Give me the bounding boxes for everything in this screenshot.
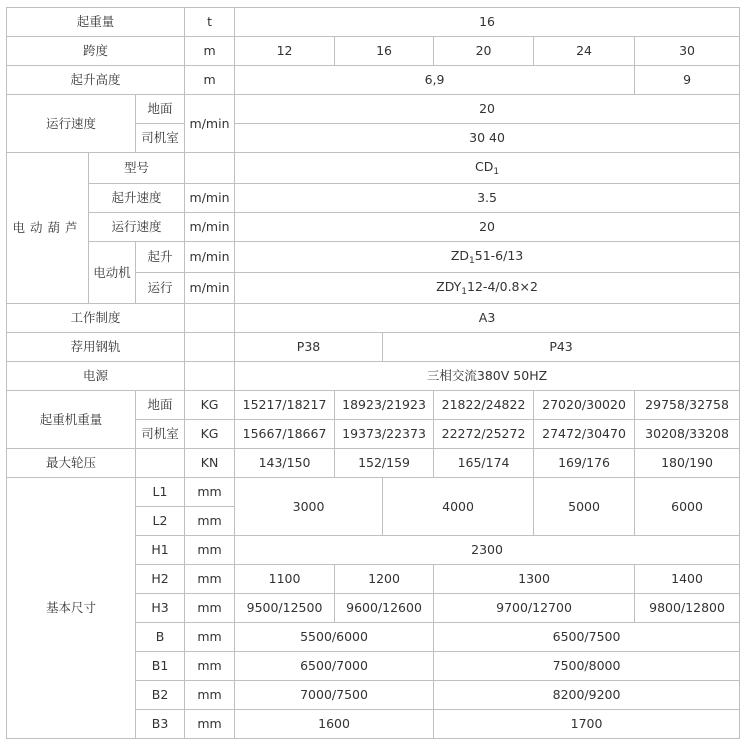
cell-text: B — [155, 629, 165, 644]
cell-text: P38 — [296, 339, 321, 354]
cell-text: L2 — [152, 513, 168, 528]
table-cell — [185, 420, 235, 449]
cell-text: ZD — [450, 248, 470, 263]
cell-text: 9600/12600 — [346, 600, 422, 615]
cell-text: mm — [197, 716, 222, 731]
table-row — [7, 8, 740, 37]
table-cell — [185, 594, 235, 623]
table-cell — [185, 681, 235, 710]
cell-text: 地面 — [147, 101, 173, 116]
table-cell — [434, 449, 534, 478]
table-cell — [335, 449, 434, 478]
cell-text: 6500/7500 — [552, 629, 621, 644]
cell-text: 3000 — [292, 498, 325, 514]
table-cell — [335, 565, 434, 594]
cell-text: 143/150 — [258, 455, 311, 470]
cell-text: 3.5 — [477, 190, 497, 205]
cell-text: 1700 — [570, 716, 603, 731]
table-cell — [235, 242, 740, 273]
cell-text: 工作制度 — [70, 310, 121, 325]
cell-text: CD — [475, 159, 494, 174]
table-cell — [235, 710, 434, 739]
cell-text: 20 — [479, 219, 495, 234]
table-row — [7, 449, 740, 478]
cell-text: 16 — [376, 43, 392, 58]
cell-text: m — [203, 43, 216, 58]
spec-table-body — [7, 8, 740, 739]
table-cell — [434, 652, 740, 681]
table-cell — [185, 710, 235, 739]
cell-text: 起重量 — [76, 14, 115, 29]
table-cell — [7, 8, 185, 37]
table-cell — [434, 420, 534, 449]
cell-text: mm — [197, 542, 222, 557]
table-cell — [635, 66, 740, 95]
cell-text: 15217/18217 — [242, 397, 327, 412]
cell-text: 29758/32758 — [645, 397, 729, 412]
table-cell — [136, 565, 185, 594]
cell-text-suffix: 51-6/13 — [474, 248, 524, 263]
table-cell — [534, 449, 635, 478]
table-cell — [136, 681, 185, 710]
table-cell — [136, 623, 185, 652]
cell-text: 司机室 — [141, 426, 179, 441]
table-cell — [235, 213, 740, 242]
cell-text: 27020/30020 — [542, 397, 626, 412]
cell-text: 8200/9200 — [552, 687, 621, 702]
table-cell — [235, 8, 740, 37]
cell-text: A3 — [478, 310, 496, 325]
cell-text: 27472/30470 — [542, 426, 626, 441]
table-cell — [235, 391, 335, 420]
cell-text: H3 — [151, 600, 169, 615]
cell-text: m — [203, 72, 216, 87]
cell-subscript: 1 — [493, 167, 500, 177]
cell-text: 5000 — [568, 498, 600, 514]
cell-text: 荐用钢轨 — [70, 339, 121, 354]
cell-text: 165/174 — [457, 455, 510, 470]
table-cell — [235, 594, 335, 623]
cell-text: ZDY — [436, 279, 462, 294]
table-row — [7, 304, 740, 333]
cell-text: 型号 — [124, 160, 150, 175]
cell-text: H1 — [151, 542, 169, 557]
table-cell — [235, 37, 335, 66]
table-row — [7, 153, 740, 184]
table-cell — [534, 391, 635, 420]
table-cell — [7, 95, 136, 153]
table-cell — [434, 565, 635, 594]
table-cell — [185, 184, 235, 213]
table-cell — [185, 536, 235, 565]
table-cell — [235, 95, 740, 124]
table-cell — [185, 478, 235, 507]
cell-text: mm — [197, 571, 222, 586]
table-cell — [635, 478, 740, 536]
cell-text: 起升速度 — [111, 190, 162, 205]
cell-text: 20 — [475, 43, 492, 58]
cell-text: 1300 — [518, 571, 550, 586]
cell-text: 起升 — [147, 249, 173, 264]
cell-text: 运行速度 — [111, 219, 162, 234]
table-cell — [185, 652, 235, 681]
table-cell — [185, 153, 235, 184]
table-cell — [235, 420, 335, 449]
table-row — [7, 95, 740, 124]
cell-text: 9500/12500 — [246, 600, 323, 615]
table-cell — [534, 420, 635, 449]
table-cell — [235, 184, 740, 213]
cell-text: 21822/24822 — [441, 397, 526, 412]
table-cell — [434, 391, 534, 420]
table-cell — [185, 623, 235, 652]
table-row — [7, 362, 740, 391]
table-cell — [89, 153, 185, 184]
table-cell — [335, 594, 434, 623]
cell-text: m/min — [189, 280, 230, 295]
cell-text: 电动葫芦 — [12, 220, 83, 235]
cell-text: 4000 — [442, 498, 474, 514]
cell-text: 2300 — [471, 542, 503, 557]
table-cell — [136, 507, 185, 536]
table-cell — [136, 124, 185, 153]
table-cell — [235, 652, 434, 681]
table-cell — [136, 478, 185, 507]
table-cell — [185, 66, 235, 95]
cell-text: KN — [200, 455, 219, 470]
cell-text: 9700/12700 — [496, 600, 572, 615]
table-cell — [235, 273, 740, 304]
table-cell — [434, 681, 740, 710]
table-cell — [235, 623, 434, 652]
cell-text: mm — [197, 629, 222, 644]
cell-text: 9800/12800 — [649, 600, 725, 615]
table-cell — [136, 242, 185, 273]
cell-text: m/min — [189, 219, 230, 234]
table-cell — [635, 594, 740, 623]
cell-text: 30 — [679, 43, 695, 58]
cell-text: 起重机重量 — [39, 411, 103, 427]
cell-text: mm — [197, 484, 222, 499]
table-cell — [136, 273, 185, 304]
table-row — [7, 213, 740, 242]
cell-text: 1600 — [318, 716, 350, 731]
table-cell — [7, 37, 185, 66]
table-row — [7, 333, 740, 362]
table-cell — [136, 391, 185, 420]
table-cell — [434, 710, 740, 739]
cell-text: 30208/33208 — [645, 426, 729, 441]
cell-text: 运行 — [147, 280, 173, 295]
cell-text: B3 — [151, 716, 169, 731]
cell-text: 电动机 — [93, 264, 131, 280]
cell-text: 9 — [683, 72, 692, 87]
table-cell — [534, 37, 635, 66]
table-cell — [136, 710, 185, 739]
table-cell — [185, 95, 235, 153]
cell-text: 电源 — [83, 368, 109, 383]
cell-text: t — [207, 14, 212, 29]
table-cell — [235, 362, 740, 391]
table-cell — [635, 449, 740, 478]
table-cell — [136, 652, 185, 681]
crane-spec-table — [6, 7, 740, 739]
table-row — [7, 184, 740, 213]
table-cell — [185, 242, 235, 273]
cell-text: B1 — [151, 658, 169, 673]
cell-text: 6500/7000 — [300, 658, 368, 673]
cell-text: m/min — [189, 249, 230, 264]
cell-text: 5500/6000 — [300, 629, 368, 644]
table-cell — [235, 66, 635, 95]
cell-text: KG — [200, 397, 219, 412]
cell-text: KG — [200, 426, 219, 441]
table-cell — [7, 362, 185, 391]
cell-text: 地面 — [147, 397, 173, 412]
cell-text: 起升高度 — [70, 72, 121, 87]
cell-text: 152/159 — [358, 455, 410, 470]
cell-text: 三相交流380V 50HZ — [426, 368, 548, 383]
table-cell — [7, 304, 185, 333]
table-cell — [7, 391, 136, 449]
cell-text: H2 — [151, 571, 169, 586]
table-cell — [235, 304, 740, 333]
table-cell — [7, 66, 185, 95]
cell-text: 12 — [276, 43, 293, 58]
table-row — [7, 391, 740, 420]
table-cell — [185, 507, 235, 536]
cell-text: 16 — [479, 14, 495, 29]
table-cell — [335, 37, 434, 66]
table-cell — [434, 623, 740, 652]
cell-text: 7500/8000 — [552, 658, 621, 673]
table-cell — [235, 478, 383, 536]
cell-text: 169/176 — [558, 455, 610, 470]
cell-text: 30 40 — [469, 130, 505, 145]
table-cell — [434, 594, 635, 623]
table-cell — [534, 478, 635, 536]
table-cell — [185, 565, 235, 594]
table-cell — [383, 333, 740, 362]
cell-text: 司机室 — [141, 130, 179, 145]
cell-text: mm — [197, 600, 222, 615]
table-cell — [185, 391, 235, 420]
table-cell — [185, 213, 235, 242]
cell-text: 15667/18667 — [242, 426, 327, 441]
table-cell — [635, 391, 740, 420]
table-cell — [136, 420, 185, 449]
cell-text: mm — [197, 658, 222, 673]
table-cell — [235, 565, 335, 594]
table-cell — [635, 565, 740, 594]
table-cell — [185, 449, 235, 478]
table-cell — [185, 333, 235, 362]
cell-text-suffix: 12-4/0.8×2 — [467, 279, 538, 294]
table-cell — [383, 478, 534, 536]
table-cell — [89, 184, 185, 213]
table-row — [7, 37, 740, 66]
cell-text: 22272/25272 — [441, 426, 526, 441]
cell-text: m/min — [189, 190, 230, 205]
table-cell — [136, 536, 185, 565]
table-row — [7, 242, 740, 273]
cell-text: 24 — [576, 43, 592, 58]
table-cell — [185, 362, 235, 391]
cell-text: L1 — [152, 484, 168, 499]
table-cell — [235, 536, 740, 565]
table-cell — [89, 213, 185, 242]
table-cell — [136, 95, 185, 124]
table-cell — [89, 242, 136, 304]
cell-subscript: 1 — [461, 287, 468, 297]
cell-text: 运行速度 — [45, 115, 96, 131]
table-cell — [136, 594, 185, 623]
table-cell — [434, 37, 534, 66]
table-cell — [185, 8, 235, 37]
cell-text: 18923/21923 — [342, 397, 426, 412]
cell-text: 最大轮压 — [45, 455, 96, 470]
cell-text: mm — [197, 513, 222, 528]
table-cell — [335, 391, 434, 420]
cell-text: m/min — [189, 115, 230, 131]
table-cell — [635, 420, 740, 449]
table-row — [7, 66, 740, 95]
table-cell — [7, 333, 185, 362]
cell-text: 20 — [479, 101, 495, 116]
table-cell — [235, 449, 335, 478]
table-row — [7, 478, 740, 507]
cell-text: 6,9 — [424, 72, 445, 87]
cell-text: 7000/7500 — [300, 687, 368, 702]
cell-text: 1400 — [671, 571, 703, 586]
cell-text: mm — [197, 687, 222, 702]
cell-text: 1200 — [368, 571, 400, 586]
table-cell — [185, 37, 235, 66]
table-cell — [136, 449, 185, 478]
cell-text: 基本尺寸 — [45, 600, 96, 615]
cell-text: B2 — [151, 687, 169, 702]
table-cell — [235, 333, 383, 362]
table-cell — [335, 420, 434, 449]
table-cell — [7, 449, 136, 478]
cell-text: P43 — [549, 339, 573, 354]
cell-text: 跨度 — [83, 43, 109, 58]
table-cell — [185, 304, 235, 333]
table-cell — [185, 273, 235, 304]
cell-text: 180/190 — [661, 455, 714, 470]
cell-text: 1100 — [268, 571, 301, 586]
table-cell — [235, 153, 740, 184]
table-cell — [7, 153, 89, 304]
cell-text: 6000 — [671, 498, 703, 514]
table-cell — [7, 478, 136, 739]
cell-text: 19373/22373 — [342, 426, 426, 441]
table-cell — [235, 681, 434, 710]
table-cell — [235, 124, 740, 153]
table-cell — [635, 37, 740, 66]
cell-subscript: 1 — [469, 256, 475, 266]
